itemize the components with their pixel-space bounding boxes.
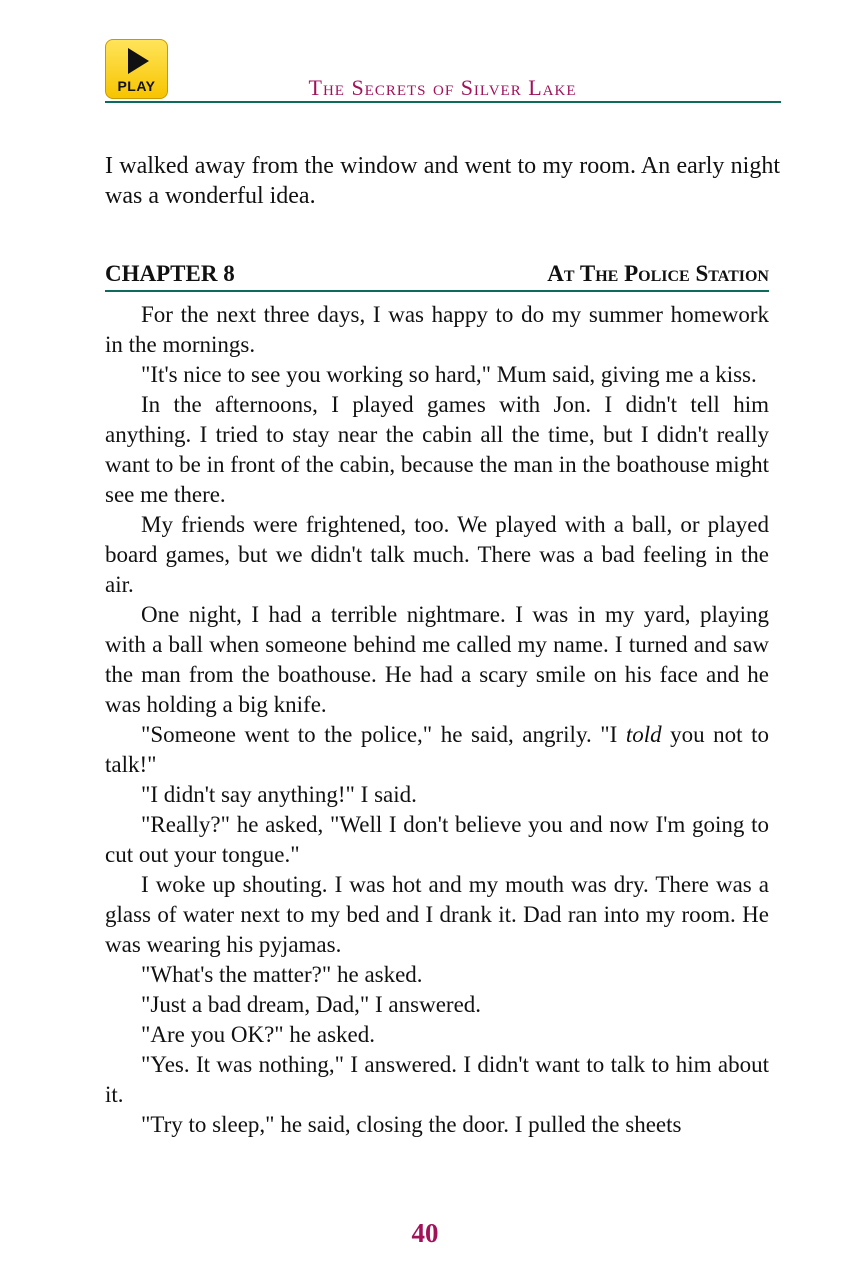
paragraph: "It's nice to see you working so hard," Mum said, giving me a kiss. [141,362,757,387]
paragraph: One night, I had a terrible nightmare. I was in my yard, playing with a ball when someone behind me called my name. I turned and saw the man from the boathouse. He had a scary smile on his face and he was holding a big knife. [105,602,769,717]
header-divider [105,101,781,103]
chapter-title: At The Police Station [547,261,769,286]
page-number: 40 [411,1218,439,1248]
chapter-body [105,300,769,1140]
paragraph: "Really?" he asked, "Well I don't believe you and now I'm going to cut out your tongue." [105,812,769,867]
chapter-heading [105,258,769,292]
paragraph: I woke up shouting. I was hot and my mouth was dry. There was a glass of water next to my bed and I drank it. Dad ran into my room. He was wearing his pyjamas. [105,872,769,957]
paragraph: "Just a bad dream, Dad," I answered. [141,992,482,1017]
paragraph [105,720,769,780]
play-icon [128,48,149,74]
paragraph-text: "Someone went to the police," he said, angrily. "I [141,722,626,747]
paragraph: My friends were frightened, too. We played with a ball, or played board games, but we didn't talk much. There was a bad feeling in the air. [105,512,769,597]
play-label: PLAY [117,78,156,94]
paragraph: "Try to sleep," he said, closing the door. I pulled the sheets [141,1112,682,1137]
paragraph: For the next three days, I was happy to do my summer homework in the mornings. [105,302,769,357]
intro-paragraph: I walked away from the window and went to my room. An early night was a wonderful idea. [105,153,780,209]
paragraph: "I didn't say anything!" I said. [141,782,417,807]
paragraph: In the afternoons, I played games with Jon. I didn't tell him anything. I tried to stay near the cabin all the time, but I didn't really want to be in front of the cabin, because the man in the boathouse might see me there. [105,392,769,507]
emphasis-text: told [625,722,662,747]
book-title: The Secrets of Silver Lake [308,75,577,100]
chapter-number: CHAPTER 8 [105,261,235,286]
paragraph-text: you not to talk!" [105,722,770,777]
paragraph: "What's the matter?" he asked. [141,962,423,987]
paragraph: "Yes. It was nothing," I answered. I didn't want to talk to him about it. [105,1052,769,1107]
paragraph: "Are you OK?" he asked. [141,1022,376,1047]
